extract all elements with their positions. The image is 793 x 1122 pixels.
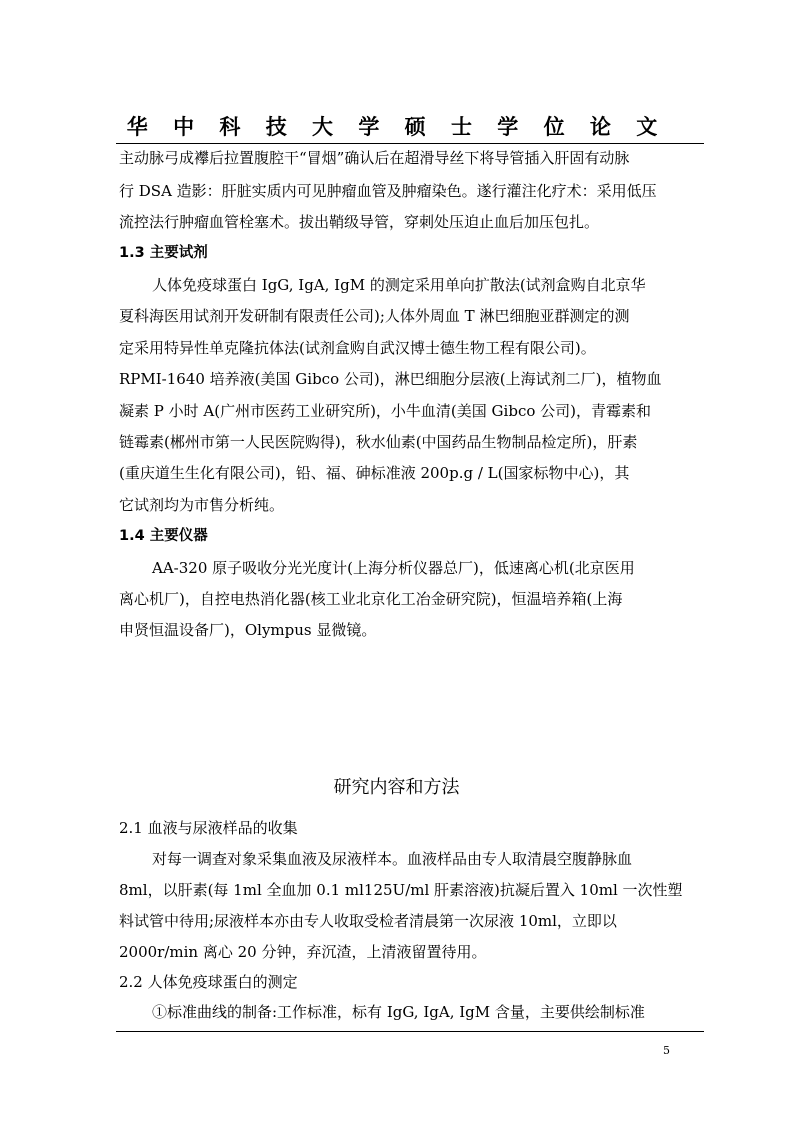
body-line: AA-320 原子吸收分光光度计(上海分析仪器总厂)，低速离心机(北京医用: [152, 559, 635, 577]
body-line: 链霉素(郴州市第一人民医院购得)，秋水仙素(中国药品生物制品检定所)，肝素: [119, 433, 638, 451]
body-line: 流控法行肿瘤血管栓塞术。拔出鞘级导管，穿刺处压迫止血后加压包扎。: [119, 213, 600, 231]
body-line: 8ml，以肝素(每 1ml 全血加 0.1 ml125U/ml 肝素溶液)抗凝后置入 10ml 一次性塑: [119, 881, 683, 899]
body-line: 申贤恒温设备厂)，Olympus 显微镜。: [119, 621, 377, 639]
body-line: RPMI-1640 培养液(美国 Gibco 公司)，淋巴细胞分层液(上海试剂二厂)，植物血: [119, 370, 662, 388]
body-line: 夏科海医用试剂开发研制有限责任公司);人体外周血 T 淋巴细胞亚群测定的测: [119, 307, 630, 325]
body-line: 2000r/min 离心 20 分钟，弃沉渣，上清液留置待用。: [119, 943, 487, 961]
subsection-heading-1-4: 1.4 主要仪器: [119, 528, 208, 544]
body-line: 定采用特异性单克隆抗体法(试剂盒购自武汉博士德生物工程有限公司)。: [119, 339, 596, 357]
body-line: (重庆道生生化有限公司)，铅、福、砷标准液 200p.g / L(国家标物中心)，其: [119, 464, 630, 482]
body-line: 人体免疫球蛋白 IgG, IgA, IgM 的测定采用单向扩散法(试剂盒购自北京华: [152, 276, 646, 294]
body-line: 主动脉弓成襻后拉置腹腔干“冒烟”确认后在超滑导丝下将导管插入肝固有动脉: [119, 149, 630, 167]
body-line: 行 DSA 造影：肝脏实质内可见肿瘤血管及肿瘤染色。遂行灌注化疗术：采用低压: [119, 182, 657, 200]
header-rule: [116, 143, 704, 144]
subsection-heading-2-1: 2.1 血液与尿液样品的收集: [119, 819, 298, 837]
subsection-heading-2-2: 2.2 人体免疫球蛋白的测定: [119, 973, 298, 991]
footer-rule: [116, 1031, 704, 1032]
page-number: 5: [663, 1044, 670, 1057]
body-line: 它试剂均为市售分析纯。: [119, 496, 285, 514]
section-title: 研究内容和方法: [333, 777, 460, 798]
body-line: 对每一调查对象采集血液及尿液样本。血液样品由专人取清晨空腹静脉血: [152, 850, 633, 868]
body-line: ①标准曲线的制备:工作标准，标有 IgG, IgA, IgM 含量，主要供绘制标准: [152, 1003, 645, 1021]
body-line: 凝素 P 小时 A(广州市医药工业研究所)，小牛血清(美国 Gibco 公司)，青霉素和: [119, 402, 651, 420]
running-header-title: 华 中 科 技 大 学 硕 士 学 位 论 文: [126, 114, 667, 139]
subsection-heading-1-3: 1.3 主要试剂: [119, 245, 208, 261]
body-line: 料试管中待用;尿液样本亦由专人收取受检者清晨第一次尿液 10ml，立即以: [119, 912, 617, 930]
body-line: 离心机厂)，自控电热消化器(核工业北京化工冶金研究院)，恒温培养箱(上海: [119, 590, 623, 608]
